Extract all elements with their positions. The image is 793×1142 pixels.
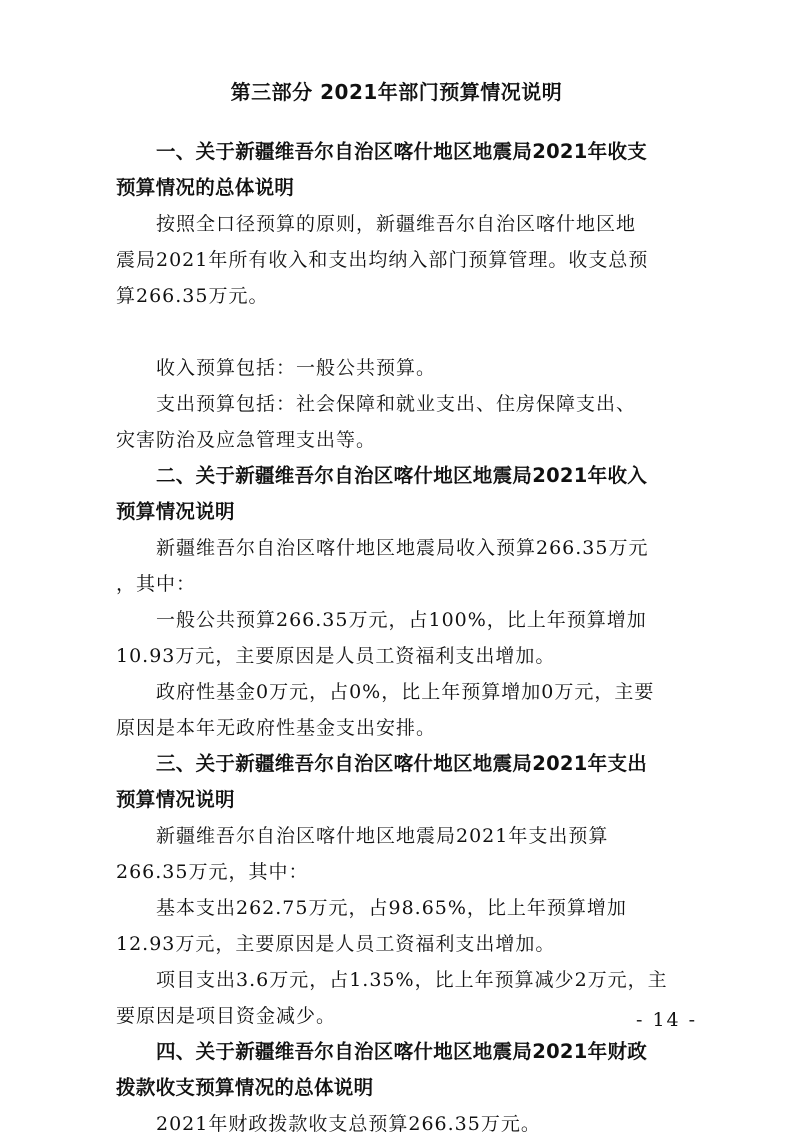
body-text xyxy=(116,134,676,1142)
blank-line xyxy=(116,314,676,350)
paragraph-line: 算266.35万元。 xyxy=(116,285,269,307)
heading-2-line-1: 二、关于新疆维吾尔自治区喀什地区地震局2021年收入 xyxy=(156,464,648,487)
section-title: 第三部分 2021年部门预算情况说明 xyxy=(230,80,563,104)
paragraph-line: 基本支出262.75万元，占98.65%，比上年预算增加 xyxy=(156,897,627,919)
paragraph-line: 12.93万元，主要原因是人员工资福利支出增加。 xyxy=(116,933,556,955)
paragraph-line: 新疆维吾尔自治区喀什地区地震局收入预算266.35万元 xyxy=(156,537,649,559)
heading-4-line-2: 拨款收支预算情况的总体说明 xyxy=(116,1076,374,1099)
paragraph-line: 266.35万元，其中： xyxy=(116,861,309,883)
heading-4-line-1: 四、关于新疆维吾尔自治区喀什地区地震局2021年财政 xyxy=(156,1040,648,1063)
paragraph-line: 原因是本年无政府性基金支出安排。 xyxy=(116,717,437,739)
paragraph-line: 2021年财政拨款收支总预算266.35万元。 xyxy=(156,1113,541,1135)
heading-1-line-1: 一、关于新疆维吾尔自治区喀什地区地震局2021年收支 xyxy=(156,140,648,163)
paragraph-line: 一般公共预算266.35万元，占100%，比上年预算增加 xyxy=(156,609,647,631)
paragraph-line: 新疆维吾尔自治区喀什地区地震局2021年支出预算 xyxy=(156,825,609,847)
heading-3-line-1: 三、关于新疆维吾尔自治区喀什地区地震局2021年支出 xyxy=(156,752,648,775)
paragraph-line: 项目支出3.6万元，占1.35%，比上年预算减少2万元，主 xyxy=(156,969,668,991)
page-number: - 14 - xyxy=(636,1009,698,1031)
paragraph-line: 灾害防治及应急管理支出等。 xyxy=(116,429,377,451)
heading-2-line-2: 预算情况说明 xyxy=(116,500,235,523)
heading-3-line-2: 预算情况说明 xyxy=(116,788,235,811)
paragraph-line: ，其中： xyxy=(116,573,197,595)
paragraph-line: 收入预算包括：一般公共预算。 xyxy=(156,357,437,379)
paragraph-line: 震局2021年所有收入和支出均纳入部门预算管理。收支总预 xyxy=(116,249,649,271)
paragraph-line: 按照全口径预算的原则，新疆维吾尔自治区喀什地区地 xyxy=(156,213,637,235)
paragraph-line: 10.93万元，主要原因是人员工资福利支出增加。 xyxy=(116,645,556,667)
heading-1-line-2: 预算情况的总体说明 xyxy=(116,176,295,199)
paragraph-line: 支出预算包括：社会保障和就业支出、住房保障支出、 xyxy=(156,393,637,415)
paragraph-line: 政府性基金0万元，占0%，比上年预算增加0万元，主要 xyxy=(156,681,655,703)
paragraph-line: 要原因是项目资金减少。 xyxy=(116,1005,337,1027)
